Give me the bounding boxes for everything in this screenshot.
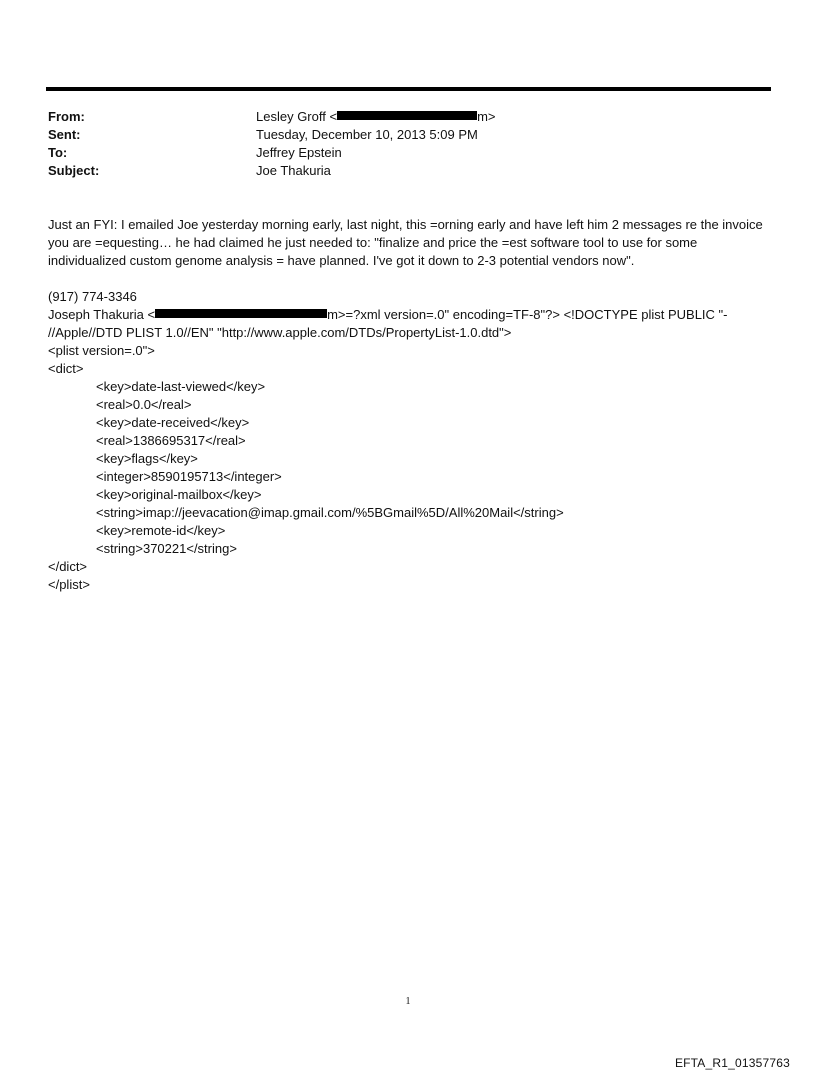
- to-value: Jeffrey Epstein: [256, 145, 342, 160]
- from-name: Lesley Groff <: [256, 109, 338, 124]
- to-label: To:: [48, 145, 68, 160]
- sender-suffix: m>=?xml version=.0" encoding=TF-8"?> <!DOCTYPE plist PUBLIC "-: [327, 307, 728, 322]
- dict-line: <string>370221</string>: [96, 541, 237, 556]
- sent-label: Sent:: [48, 127, 81, 142]
- email-body: [48, 216, 768, 594]
- redaction-bar: [155, 309, 327, 318]
- dict-line: <real>1386695317</real>: [96, 433, 246, 448]
- subject-label: Subject:: [48, 163, 100, 178]
- sender-prefix: Joseph Thakuria <: [48, 307, 156, 322]
- from-tail: m>: [477, 109, 496, 124]
- dict-line: <key>remote-id</key>: [96, 523, 226, 538]
- from-label: From:: [48, 109, 85, 124]
- plist-close-line: </plist>: [48, 577, 90, 592]
- dict-line: <real>0.0</real>: [96, 397, 192, 412]
- dict-line: <integer>8590195713</integer>: [96, 469, 282, 484]
- sent-value: Tuesday, December 10, 2013 5:09 PM: [256, 127, 478, 142]
- page-number: 1: [405, 996, 411, 1007]
- dict-line: <string>imap://jeevacation@imap.gmail.com/%5BGmail%5D/All%20Mail</string>: [96, 505, 564, 520]
- doctype-line: //Apple//DTD PLIST 1.0//EN" "http://www.apple.com/DTDs/PropertyList-1.0.dtd">: [48, 325, 512, 340]
- subject-value: Joe Thakuria: [256, 163, 331, 178]
- message-paragraph: Just an FYI: I emailed Joe yesterday morning early, last night, this =orning early and have left him 2 messages re the invoice you are =equesting… he had claimed he just needed to: "finalize and price the =est software tool to use for some individualized custom genome analysis = have planned. I've got it down to 2-3 potential vendors now".: [48, 217, 763, 268]
- plist-open-line: <plist version=.0">: [48, 343, 155, 358]
- dict-line: <key>date-last-viewed</key>: [96, 379, 266, 394]
- phone-line: (917) 774-3346: [48, 289, 137, 304]
- bates-number: EFTA_R1_01357763: [674, 1056, 790, 1070]
- dict-open-line: <dict>: [48, 361, 84, 376]
- header-rule: [46, 87, 771, 91]
- dict-close-line: </dict>: [48, 559, 88, 574]
- from-value: [256, 108, 495, 126]
- redaction-bar: [337, 111, 477, 120]
- sender-line: [48, 306, 768, 324]
- dict-line: <key>flags</key>: [96, 451, 198, 466]
- dict-line: <key>original-mailbox</key>: [96, 487, 262, 502]
- dict-line: <key>date-received</key>: [96, 415, 250, 430]
